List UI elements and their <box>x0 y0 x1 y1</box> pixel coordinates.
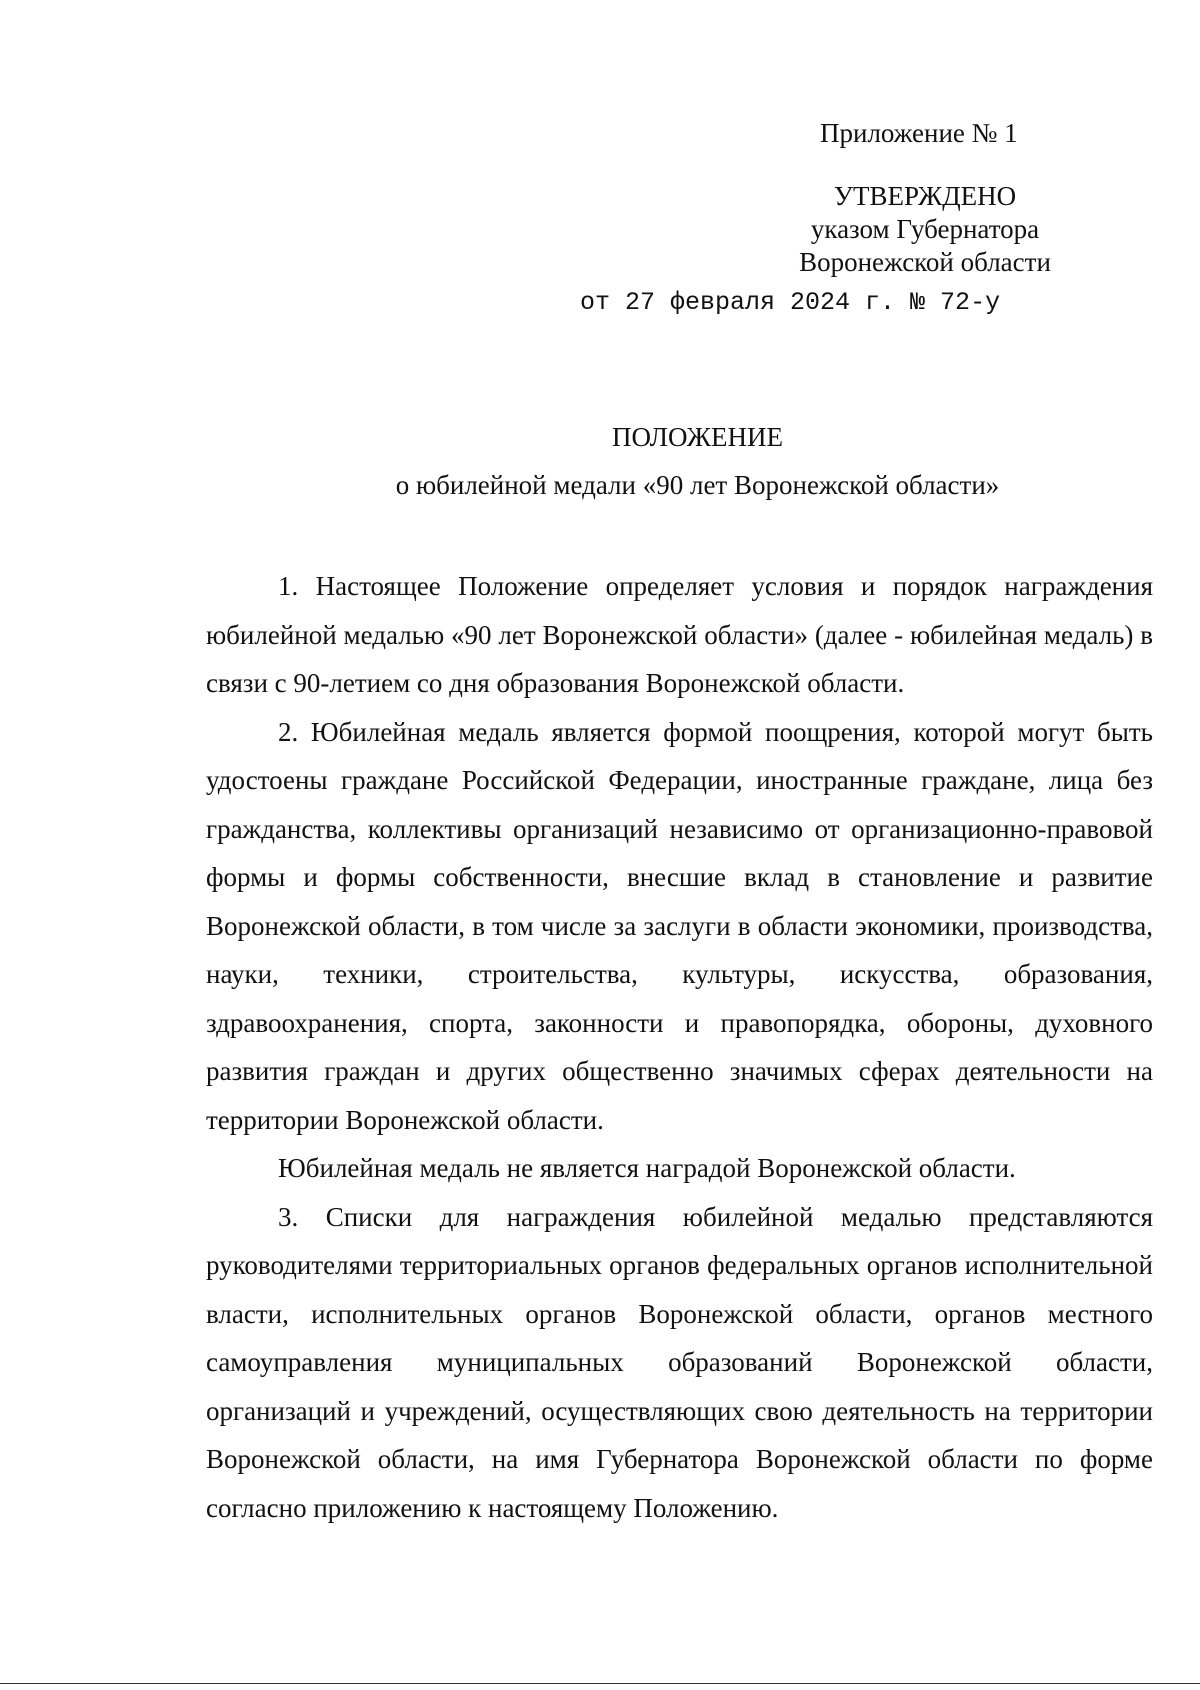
appendix-label: Приложение № 1 <box>820 118 1018 148</box>
document-subtitle: о юбилейной медали «90 лет Воронежской области» <box>395 470 1000 500</box>
document-body <box>206 562 1153 1532</box>
approval-block <box>760 180 1090 279</box>
paragraph-3: 3. Списки для награждения юбилейной медалью представляются руководителями территориальных органов федеральных органов исполнительной власти, исполнительных органов Воронежской области, органов местного самоуправления муниципальных образований Воронежской области, организаций и учреждений, осуществляющих свою деятельность на территории Воронежской области, на имя Губернатора Воронежской области по форме согласно приложению к настоящему Положению. <box>206 1201 1153 1523</box>
decree-date-number: от 27 февраля 2024 г. № 72-у <box>580 288 1001 317</box>
paragraph-2-note: Юбилейная медаль не является наградой Воронежской области. <box>278 1153 1016 1183</box>
approved-stamp-text: УТВЕРЖДЕНО <box>833 181 1017 211</box>
paragraph-2: 2. Юбилейная медаль является формой поощрения, которой могут быть удостоены граждане Российской Федерации, иностранные граждане, лица без гражданства, коллективы организаций независимо от организационно-правовой формы и формы собственности, внесшие вклад в становление и развитие Воронежской области, в том числе за заслуги в области экономики, производства, науки, техники, строительства, культуры, искусства, образования, здравоохранения, спорта, законности и правопорядка, обороны, духовного развития граждан и других общественно значимых сферах деятельности на территории Воронежской области. <box>206 716 1153 1135</box>
approved-by-decree: указом Губернатора <box>810 214 1040 244</box>
approved-region: Воронежской области <box>799 247 1051 277</box>
bottom-divider <box>0 1683 1200 1684</box>
paragraph-1: 1. Настоящее Положение определяет условия и порядок награждения юбилейной медалью «90 лет Воронежской области» (далее - юбилейная медаль) в связи с 90-летием со дня образования Воронежской области. <box>206 571 1153 698</box>
document-title: ПОЛОЖЕНИЕ <box>612 422 783 452</box>
